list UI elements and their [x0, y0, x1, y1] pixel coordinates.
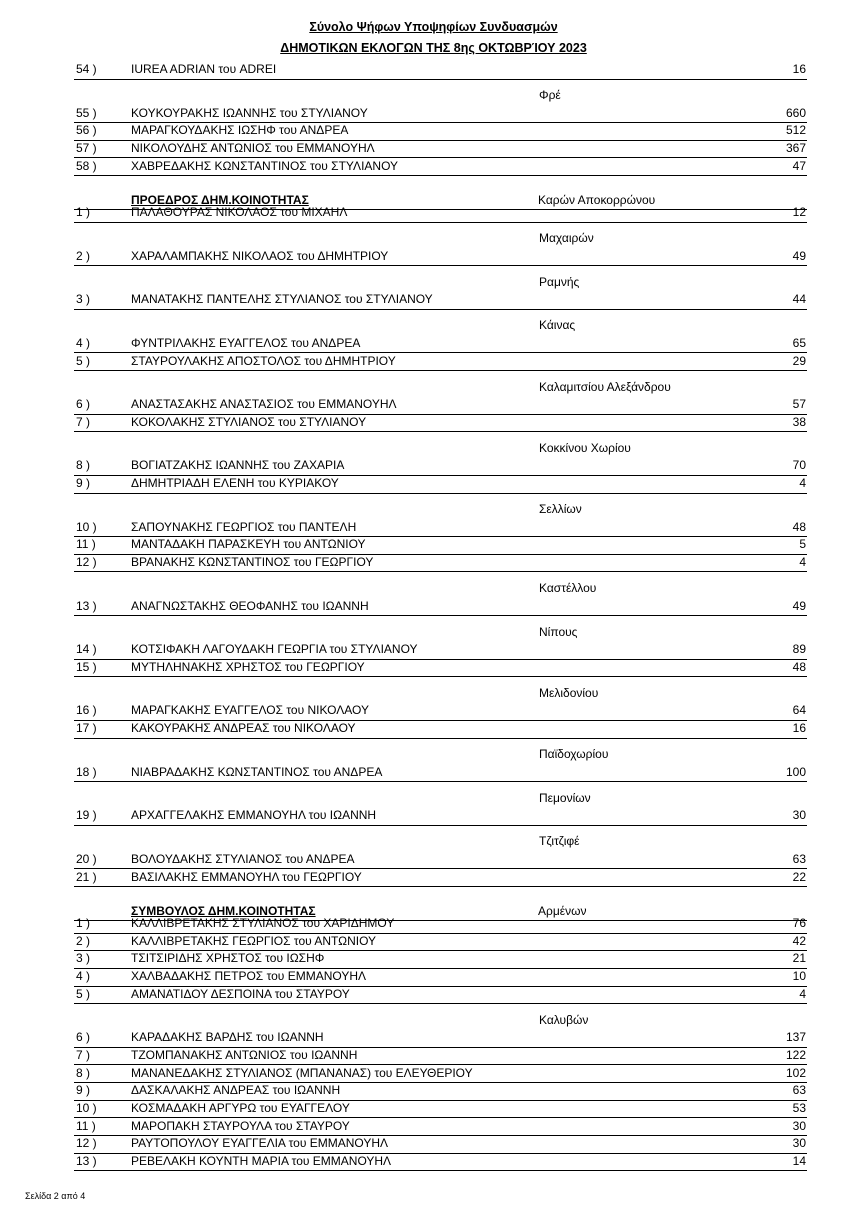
village-name: Νίπους	[539, 624, 578, 639]
row-number: 1 )	[76, 205, 91, 220]
candidate-name: ΒΑΣΙΛΑΚΗΣ ΕΜΜΑΝΟΥΗΛ του ΓΕΩΡΓΙΟΥ	[131, 869, 362, 884]
table-row	[74, 950, 807, 969]
row-number: 1 )	[76, 916, 91, 931]
village-name: Ραμνής	[539, 274, 580, 289]
vote-count: 57	[792, 397, 806, 412]
candidate-name: ΧΑΒΡΕΔΑΚΗΣ ΚΩΝΣΤΑΝΤΙΝΟΣ του ΣΤΥΛΙΑΝΟΥ	[131, 158, 399, 173]
document-subtitle: ΔΗΜΟΤΙΚΩΝ ΕΚΛΟΓΩΝ ΤΗΣ 8ης ΟΚΤΩΒΡΊΟΥ 2023	[280, 41, 587, 55]
table-row	[74, 1065, 807, 1084]
row-number: 58 )	[76, 158, 97, 173]
row-number: 7 )	[76, 1047, 91, 1062]
row-number: 10 )	[76, 1100, 97, 1115]
row-number: 5 )	[76, 986, 91, 1001]
candidate-name: ΤΣΙΤΣΙΡΙΔΗΣ ΧΡΗΣΤΟΣ του ΙΩΣΗΦ	[131, 951, 325, 966]
table-row	[74, 598, 807, 617]
candidate-name: ΡΕΒΕΛΑΚΗ ΚΟΥΝΤΗ ΜΑΡΙΑ του ΕΜΜΑΝΟΥΗΛ	[131, 1153, 392, 1168]
table-row	[74, 851, 807, 870]
vote-count: 22	[792, 869, 806, 884]
row-number: 4 )	[76, 969, 91, 983]
table-row	[74, 1082, 807, 1101]
vote-count: 16	[792, 62, 806, 76]
row-number: 2 )	[76, 933, 91, 948]
candidate-name: ΧΑΛΒΑΔΑΚΗΣ ΠΕΤΡΟΣ του ΕΜΜΑΝΟΥΗΛ	[131, 969, 367, 983]
vote-count: 16	[792, 721, 806, 736]
row-number: 8 )	[76, 1065, 91, 1080]
candidate-name: ΧΑΡΑΛΑΜΠΑΚΗΣ ΝΙΚΟΛΑΟΣ του ΔΗΜΗΤΡΙΟΥ	[131, 248, 389, 263]
candidate-name: ΣΤΑΥΡΟΥΛΑΚΗΣ ΑΠΟΣΤΟΛΟΣ του ΔΗΜΗΤΡΙΟΥ	[131, 353, 396, 368]
row-number: 13 )	[76, 1153, 97, 1168]
candidate-name: ΤΖΟΜΠΑΝΑΚΗΣ ΑΝΤΩΝΙΟΣ του ΙΩΑΝΝΗ	[131, 1047, 358, 1062]
vote-count: 47	[792, 158, 806, 173]
table-row	[74, 396, 807, 415]
table-row	[74, 1029, 807, 1048]
table-row	[74, 122, 807, 141]
row-number: 56 )	[76, 123, 97, 138]
row-number: 3 )	[76, 292, 91, 307]
vote-count: 63	[792, 1083, 806, 1098]
vote-count: 4	[799, 476, 806, 491]
vote-count: 100	[785, 764, 806, 779]
table-row	[74, 807, 807, 826]
candidate-name: ΒΡΑΝΑΚΗΣ ΚΩΝΣΤΑΝΤΙΝΟΣ του ΓΕΩΡΓΙΟΥ	[131, 554, 374, 569]
vote-count: 21	[792, 951, 806, 966]
village-name: Καστέλλου	[539, 580, 597, 595]
village-name: Κάινας	[539, 318, 576, 333]
vote-count: 12	[792, 205, 806, 220]
table-row	[74, 414, 807, 433]
row-number: 4 )	[76, 335, 91, 350]
table-row	[74, 869, 807, 888]
table-row	[74, 933, 807, 952]
row-number: 57 )	[76, 140, 97, 155]
vote-count: 42	[792, 933, 806, 948]
table-row	[74, 475, 807, 494]
candidate-name: ΜΑΝΑΤΑΚΗΣ ΠΑΝΤΕΛΗΣ ΣΤΥΛΙΑΝΟΣ του ΣΤΥΛΙΑΝΟΥ	[131, 292, 433, 307]
vote-count: 122	[785, 1047, 806, 1062]
candidate-name: ΝΙΚΟΛΟΥΔΗΣ ΑΝΤΩΝΙΟΣ του ΕΜΜΑΝΟΥΗΛ	[131, 140, 375, 155]
vote-count: 76	[792, 916, 806, 931]
table-row	[74, 204, 807, 223]
candidate-name: ΦΥΝΤΡΙΛΑΚΗΣ ΕΥΑΓΓΕΛΟΣ του ΑΝΔΡΕΑ	[131, 335, 361, 350]
village-name: Παϊδοχωρίου	[539, 747, 609, 761]
row-number: 20 )	[76, 851, 97, 866]
candidate-name: ΚΑΚΟΥΡΑΚΗΣ ΑΝΔΡΕΑΣ του ΝΙΚΟΛΑΟΥ	[131, 721, 356, 736]
table-row	[74, 659, 807, 678]
candidate-name: ΑΝΑΓΝΩΣΤΑΚΗΣ ΘΕΟΦΑΝΗΣ του ΙΩΑΝΝΗ	[131, 598, 369, 613]
vote-count: 89	[792, 642, 806, 657]
table-row	[74, 105, 807, 124]
vote-count: 44	[792, 292, 806, 307]
table-row	[74, 1135, 807, 1154]
section-title: ΣΥΜΒΟΥΛΟΣ ΔΗΜ.ΚΟΙΝΟΤΗΤΑΣ	[131, 903, 316, 918]
vote-count: 4	[799, 986, 806, 1001]
row-number: 21 )	[76, 869, 97, 884]
vote-count: 38	[792, 414, 806, 429]
candidate-name: ΚΟΥΚΟΥΡΑΚΗΣ ΙΩΑΝΝΗΣ του ΣΤΥΛΙΑΝΟΥ	[131, 105, 368, 120]
village-name: Κοκκίνου Χωρίου	[539, 440, 631, 455]
row-number: 5 )	[76, 353, 91, 368]
candidate-name: ΑΝΑΣΤΑΣΑΚΗΣ ΑΝΑΣΤΑΣΙΟΣ του ΕΜΜΑΝΟΥΗΛ	[131, 397, 397, 412]
vote-count: 4	[799, 554, 806, 569]
table-row	[74, 968, 807, 987]
table-row	[74, 1153, 807, 1172]
table-row	[74, 536, 807, 555]
vote-count: 63	[792, 851, 806, 866]
table-row	[74, 702, 807, 721]
row-number: 12 )	[76, 1136, 97, 1151]
table-row	[74, 61, 807, 80]
vote-count: 10	[792, 969, 806, 983]
vote-count: 367	[785, 140, 806, 155]
village-name: Πεμονίων	[539, 790, 591, 805]
candidate-name: ΚΟΚΟΛΑΚΗΣ ΣΤΥΛΙΑΝΟΣ του ΣΤΥΛΙΑΝΟΥ	[131, 414, 367, 429]
candidate-name: ΜΑΡΑΓΚΟΥΔΑΚΗΣ ΙΩΣΗΦ του ΑΝΔΡΕΑ	[131, 123, 349, 138]
candidate-name: ΒΟΓΙΑΤΖΑΚΗΣ ΙΩΑΝΝΗΣ του ΖΑΧΑΡΙΑ	[131, 458, 345, 473]
candidate-name: ΜΑΡΟΠΑΚΗ ΣΤΑΥΡΟΥΛΑ του ΣΤΑΥΡΟΥ	[131, 1118, 350, 1133]
candidate-name: ΠΑΛΑΘΟΥΡΑΣ ΝΙΚΟΛΑΟΣ του ΜΙΧΑΗΛ	[131, 205, 348, 220]
row-number: 12 )	[76, 554, 97, 569]
candidate-name: ΚΑΛΛΙΒΡΕΤΑΚΗΣ ΓΕΩΡΓΙΟΣ του ΑΝΤΩΝΙΟΥ	[131, 933, 377, 948]
vote-count: 30	[792, 808, 806, 823]
vote-count: 70	[792, 458, 806, 473]
candidate-name: ΒΟΛΟΥΔΑΚΗΣ ΣΤΥΛΙΑΝΟΣ του ΑΝΔΡΕΑ	[131, 851, 355, 866]
row-number: 10 )	[76, 519, 97, 534]
row-number: 9 )	[76, 476, 91, 491]
document-title: Σύνολο Ψήφων Υποψηφίων Συνδυασμών	[309, 20, 558, 34]
vote-count: 64	[792, 703, 806, 718]
row-number: 3 )	[76, 951, 91, 966]
village-name: Καρών Αποκορρώνου	[538, 192, 656, 207]
vote-count: 30	[792, 1118, 806, 1133]
table-row	[74, 915, 807, 934]
table-row	[74, 291, 807, 310]
village-name: Καλυβών	[539, 1012, 589, 1027]
table-row	[74, 140, 807, 159]
candidate-name: ΝΙΑΒΡΑΔΑΚΗΣ ΚΩΝΣΤΑΝΤΙΝΟΣ του ΑΝΔΡΕΑ	[131, 764, 383, 779]
vote-count: 660	[785, 105, 806, 120]
table-row	[74, 519, 807, 538]
table-row	[74, 641, 807, 660]
table-row	[74, 457, 807, 476]
section-title: ΠΡΟΕΔΡΟΣ ΔΗΜ.ΚΟΙΝΟΤΗΤΑΣ	[131, 192, 309, 207]
row-number: 9 )	[76, 1083, 91, 1098]
candidate-name: ΔΑΣΚΑΛΑΚΗΣ ΑΝΔΡΕΑΣ του ΙΩΑΝΝΗ	[131, 1083, 341, 1098]
village-name: Σελλίων	[539, 502, 582, 516]
row-number: 54 )	[76, 62, 97, 76]
candidate-name: ΜΑΡΑΓΚΑΚΗΣ ΕΥΑΓΓΕΛΟΣ του ΝΙΚΟΛΑΟΥ	[131, 703, 369, 718]
candidate-name: ΣΑΠΟΥΝΑΚΗΣ ΓΕΩΡΓΙΟΣ του ΠΑΝΤΕΛΗ	[131, 519, 357, 534]
table-row	[74, 720, 807, 739]
candidate-name: ΑΜΑΝΑΤΙΔΟΥ ΔΕΣΠΟΙΝΑ του ΣΤΑΥΡΟΥ	[131, 986, 350, 1001]
village-name: Καλαμιτσίου Αλεξάνδρου	[539, 379, 671, 394]
table-row	[74, 1100, 807, 1119]
village-name: Μελιδονίου	[539, 685, 599, 700]
vote-count: 137	[785, 1030, 806, 1045]
row-number: 14 )	[76, 642, 97, 657]
row-number: 11 )	[76, 537, 96, 552]
row-number: 11 )	[76, 1118, 96, 1133]
vote-count: 5	[799, 537, 806, 552]
vote-count: 49	[792, 598, 806, 613]
candidate-name: ΑΡΧΑΓΓΕΛΑΚΗΣ ΕΜΜΑΝΟΥΗΛ του ΙΩΑΝΝΗ	[131, 808, 377, 823]
candidate-name: ΜΥΤΗΛΗΝΑΚΗΣ ΧΡΗΣΤΟΣ του ΓΕΩΡΓΙΟΥ	[131, 659, 365, 674]
table-row	[74, 248, 807, 267]
candidate-name: ΚΑΛΛΙΒΡΕΤΑΚΗΣ ΣΤΥΛΙΑΝΟΣ του ΧΑΡΙΔΗΜΟΥ	[131, 916, 395, 931]
row-number: 15 )	[76, 659, 97, 674]
vote-count: 48	[792, 659, 806, 674]
village-name: Αρμένων	[538, 903, 587, 918]
row-number: 16 )	[76, 703, 97, 718]
vote-count: 30	[792, 1136, 806, 1151]
vote-count: 49	[792, 248, 806, 263]
vote-count: 29	[792, 353, 806, 368]
table-row	[74, 554, 807, 573]
candidate-name: ΚΟΣΜΑΔΑΚΗ ΑΡΓΥΡΩ του ΕΥΑΓΓΕΛΟΥ	[131, 1100, 350, 1115]
table-row	[74, 353, 807, 372]
row-number: 55 )	[76, 105, 97, 120]
row-number: 13 )	[76, 598, 97, 613]
vote-count: 14	[792, 1153, 806, 1168]
row-number: 2 )	[76, 248, 91, 263]
row-number: 18 )	[76, 764, 97, 779]
row-number: 6 )	[76, 1030, 91, 1045]
candidate-name: ΜΑΝΤΑΔΑΚΗ ΠΑΡΑΣΚΕΥΗ του ΑΝΤΩΝΙΟΥ	[131, 537, 366, 552]
candidate-name: ΡΑΥΤΟΠΟΥΛΟΥ ΕΥΑΓΓΕΛΙΑ του ΕΜΜΑΝΟΥΗΛ	[131, 1136, 389, 1151]
vote-count: 512	[785, 123, 806, 138]
vote-count: 53	[792, 1100, 806, 1115]
candidate-name: ΜΑΝΑΝΕΔΑΚΗΣ ΣΤΥΛΙΑΝΟΣ (ΜΠΑΝΑΝΑΣ) του ΕΛΕΥΘΕΡΙΟΥ	[131, 1065, 473, 1080]
row-number: 8 )	[76, 458, 91, 473]
table-row	[74, 158, 807, 177]
vote-count: 65	[792, 335, 806, 350]
vote-count: 102	[785, 1065, 806, 1080]
village-name: Μαχαιρών	[539, 231, 594, 246]
candidate-name: IUREA ADRIAN του ADREI	[131, 62, 277, 76]
candidate-name: ΚΑΡΑΔΑΚΗΣ ΒΑΡΔΗΣ του ΙΩΑΝΝΗ	[131, 1030, 324, 1045]
village-name: Φρέ	[539, 87, 561, 102]
table-row	[74, 335, 807, 354]
page-number: Σελίδα 2 από 4	[25, 1191, 86, 1201]
row-number: 7 )	[76, 414, 91, 429]
candidate-name: ΔΗΜΗΤΡΙΑΔΗ ΕΛΕΝΗ του ΚΥΡΙΑΚΟΥ	[131, 476, 339, 491]
row-number: 6 )	[76, 397, 91, 412]
vote-count: 48	[792, 519, 806, 534]
table-row	[74, 1118, 807, 1137]
candidate-name: ΚΟΤΣΙΦΑΚΗ ΛΑΓΟΥΔΑΚΗ ΓΕΩΡΓΙΑ του ΣΤΥΛΙΑΝΟΥ	[131, 642, 418, 657]
village-name: Τζιτζιφέ	[539, 834, 580, 849]
row-number: 17 )	[76, 721, 97, 736]
table-row	[74, 1047, 807, 1066]
table-row	[74, 986, 807, 1005]
table-row	[74, 764, 807, 783]
row-number: 19 )	[76, 808, 97, 823]
